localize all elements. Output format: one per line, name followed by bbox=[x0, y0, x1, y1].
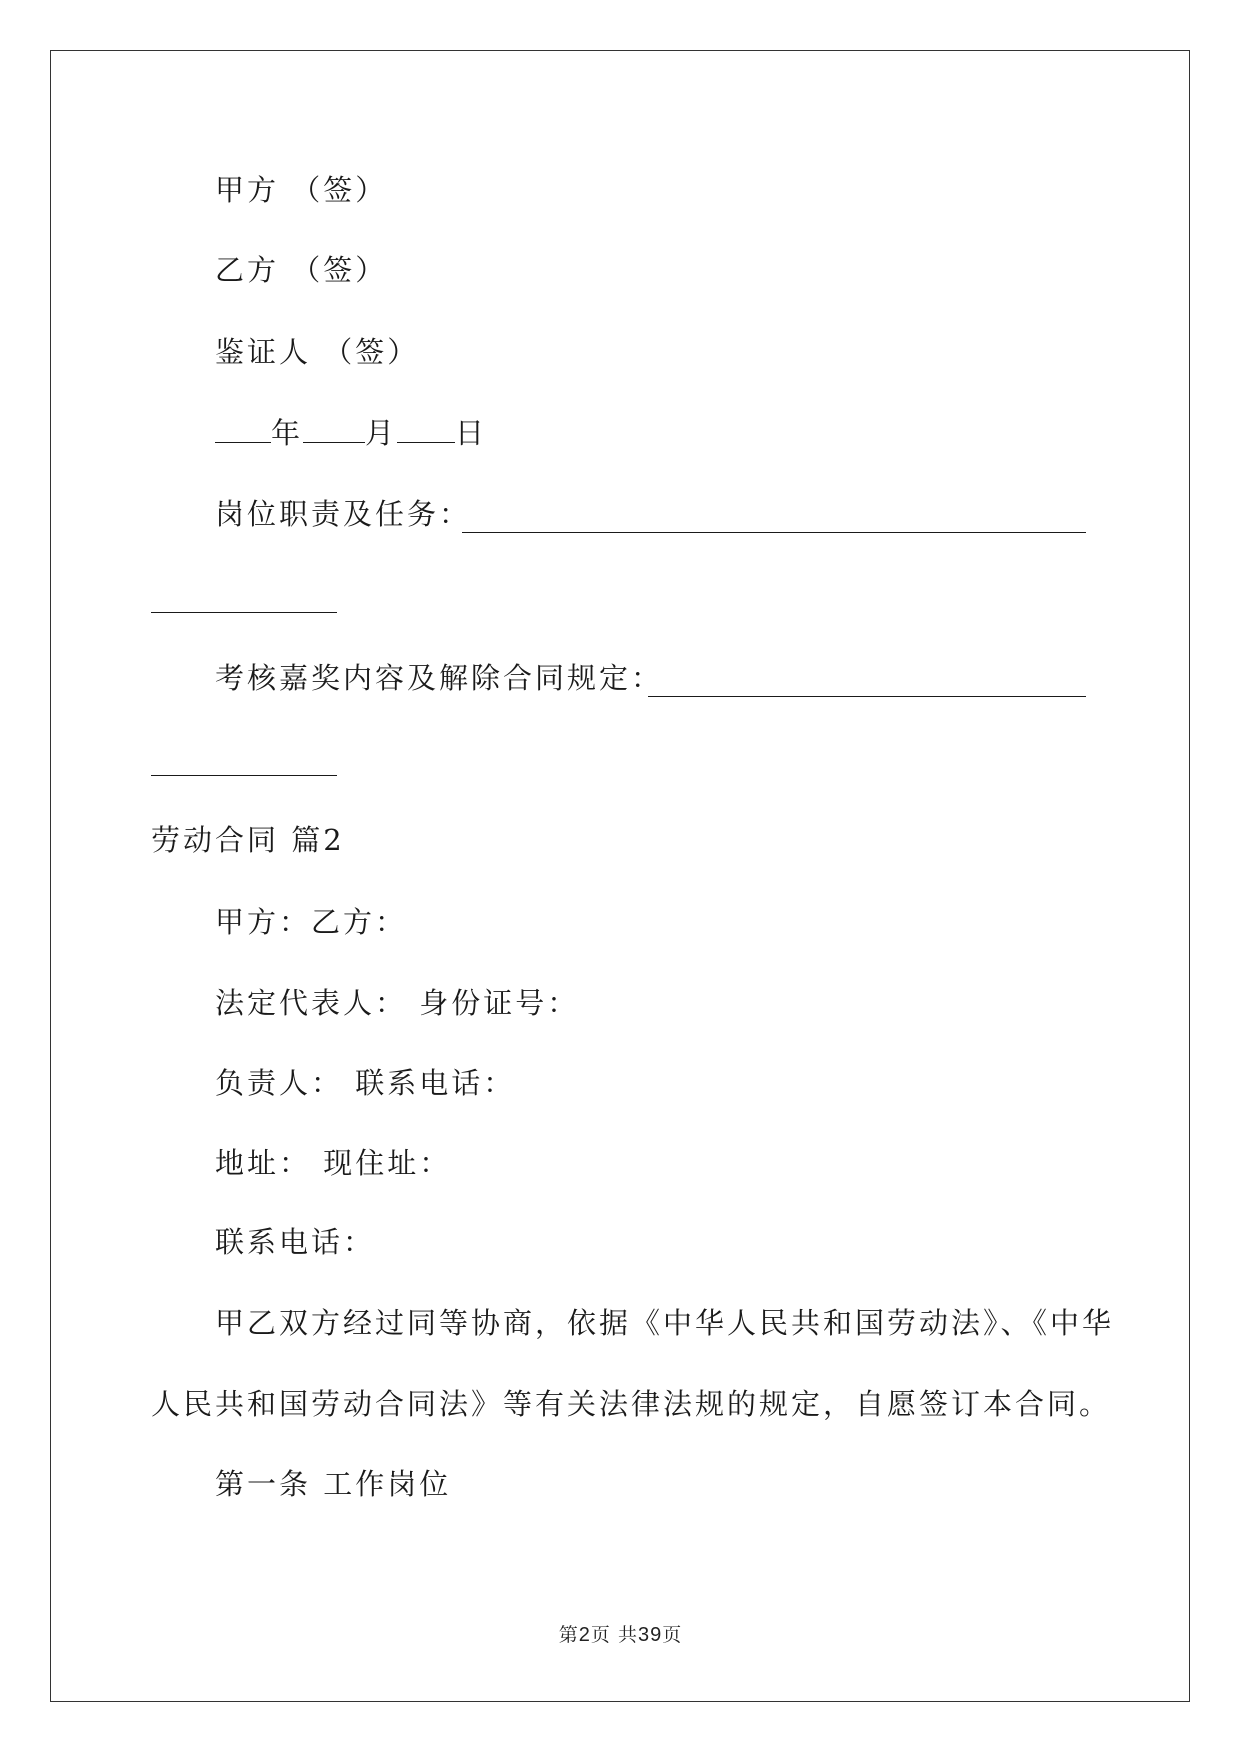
day-label: 日 bbox=[455, 416, 488, 450]
footer-prefix: 第 bbox=[558, 1624, 579, 1646]
footer-suffix: 页 bbox=[662, 1624, 683, 1646]
page-footer bbox=[0, 1620, 1241, 1647]
phone-line: 联系电话： bbox=[215, 1225, 376, 1259]
assessment-blank-line-cont bbox=[151, 775, 337, 776]
paragraph-line-2: 人民共和国劳动合同法》等有关法律法规的规定，自愿签订本合同。 bbox=[151, 1387, 1112, 1421]
paragraph-line-1: 甲乙双方经过同等协商，依据《中华人民共和国劳动法》、《中华 bbox=[215, 1306, 1115, 1340]
duties-blank-line-cont bbox=[151, 612, 337, 613]
duties-label: 岗位职责及任务： bbox=[215, 497, 472, 531]
month-label: 月 bbox=[365, 416, 398, 450]
responsible-line: 负责人： 联系电话： bbox=[215, 1066, 516, 1100]
legal-rep-line: 法定代表人： 身份证号： bbox=[215, 986, 580, 1020]
party-b-signature-line: 乙方 （签） bbox=[215, 253, 388, 287]
footer-page-number: 2 bbox=[578, 1624, 591, 1646]
duties-blank-line bbox=[462, 532, 1086, 533]
year-label: 年 bbox=[271, 416, 304, 450]
day-blank bbox=[397, 412, 455, 443]
party-a-signature-line: 甲方 （签） bbox=[215, 173, 388, 207]
month-blank bbox=[303, 412, 365, 443]
assessment-label: 考核嘉奖内容及解除合同规定： bbox=[215, 661, 664, 695]
article-1-heading: 第一条 工作岗位 bbox=[215, 1467, 452, 1501]
assessment-blank-line bbox=[648, 696, 1086, 697]
parties-line: 甲方：乙方： bbox=[215, 905, 408, 939]
address-line: 地址： 现住址： bbox=[215, 1146, 452, 1180]
date-line bbox=[215, 412, 487, 453]
section-title: 劳动合同 篇2 bbox=[151, 823, 345, 857]
year-blank bbox=[215, 412, 271, 443]
page-border bbox=[50, 50, 1190, 1702]
footer-total-pages: 39 bbox=[637, 1624, 663, 1646]
footer-mid: 页 共 bbox=[590, 1624, 638, 1646]
witness-signature-line: 鉴证人 （签） bbox=[215, 335, 420, 369]
